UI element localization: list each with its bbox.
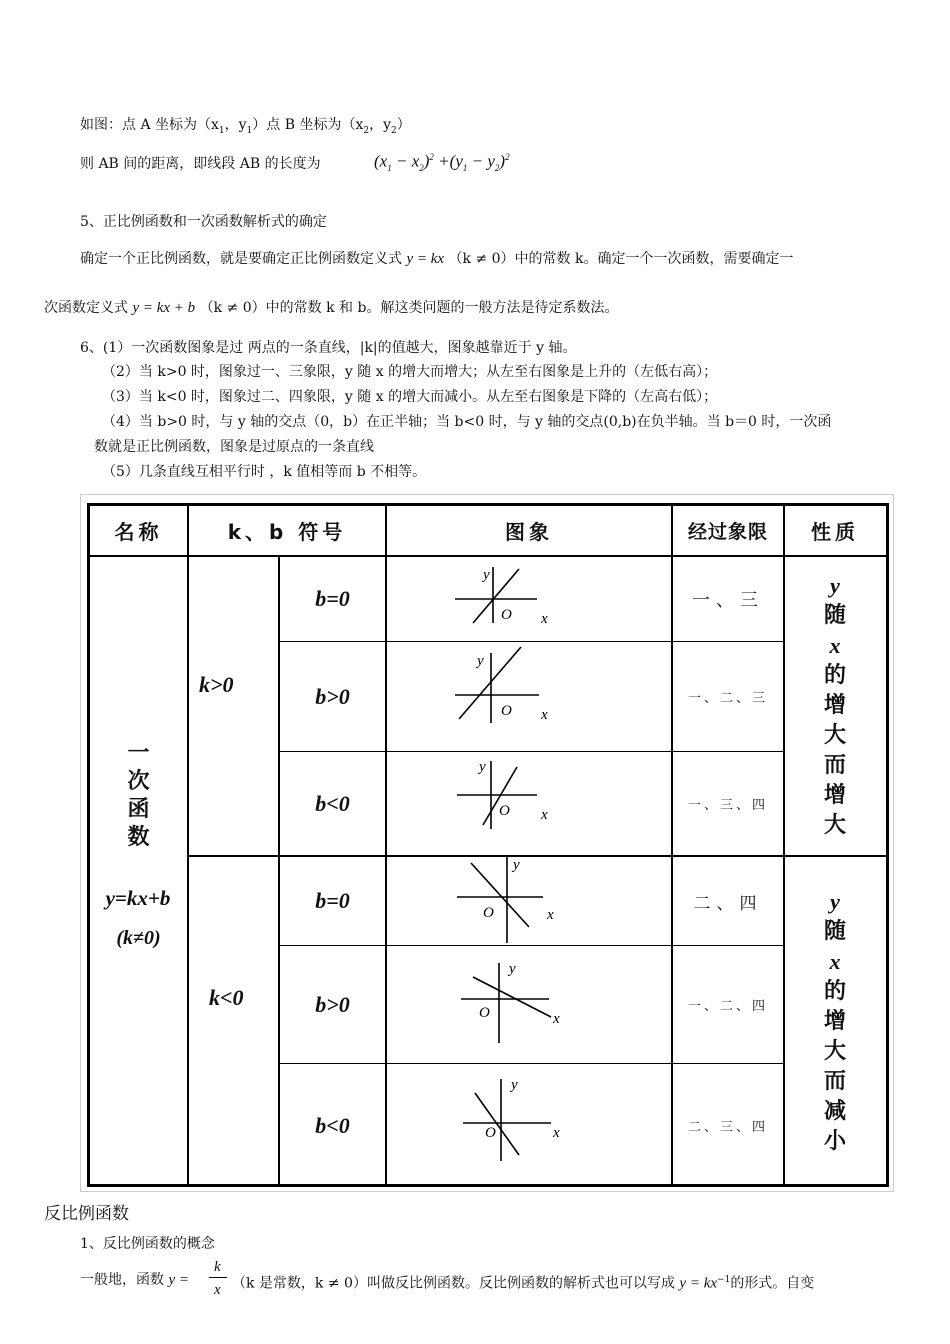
graph-column	[387, 557, 671, 1187]
axis-o-label-3: O	[499, 803, 510, 819]
inverse-title: 反比例函数	[44, 1204, 129, 1224]
fraction-bar	[209, 1277, 227, 1278]
fraction-denominator: x	[214, 1282, 221, 1298]
axis-o-label-6: O	[485, 1125, 496, 1141]
graph-bpos-kpos	[455, 647, 539, 723]
quad-cell-2: 一、二、三	[687, 691, 768, 706]
section6-line-1: 6、(1）一次函数图象是过 两点的一条直线，|k|的值越大，图象越靠近于 y 轴。	[80, 340, 577, 356]
header-kb: k、b 符号	[227, 520, 347, 544]
graph-bneg-kneg	[463, 1079, 551, 1161]
axis-x-label-4: x	[547, 907, 554, 923]
graph-bpos-kneg	[461, 963, 551, 1043]
quad-cell-6: 二、三、四	[687, 1120, 768, 1135]
section6-line-3: （3）当 k<0 时，图象过二、四象限，y 随 x 的增大而减小。从左至右图象是下降的（左高右低）；	[102, 389, 718, 405]
graph-b0-kpos	[455, 567, 537, 623]
k-positive: k>0	[199, 672, 234, 697]
fraction-numerator: k	[214, 1259, 221, 1275]
b-cell-1: b=0	[315, 586, 350, 611]
distance-formula: $(x_1 - x_2)^2 +(y_1 - y_2)^2$	[374, 151, 510, 174]
axis-o-label-2: O	[501, 703, 512, 719]
axis-y-label-3: y	[479, 759, 486, 775]
axis-o-label-4: O	[483, 905, 494, 921]
axis-x-label-1: x	[541, 611, 548, 627]
inverse-paragraph-cont: （k 是常数，k ≠ 0）叫做反比例函数。反比例函数的解析式也可以写成 $y = kx^{-1}$的形式。自变	[232, 1275, 815, 1292]
graph-bneg-kpos	[457, 761, 537, 829]
formula-label: y=kx+b	[105, 885, 171, 910]
axis-y-label-2: y	[477, 653, 484, 669]
header-graph: 图象	[505, 520, 553, 544]
property-increasing: y 随 x 的 增 大 而 增 大	[823, 573, 846, 838]
k-negative: k<0	[209, 985, 244, 1010]
name-cell: 一 次 函 数	[127, 741, 150, 850]
axis-y-label-1: y	[483, 567, 490, 583]
axis-o-label-1: O	[501, 607, 512, 623]
section5-paragraph-1: 确定一个正比例函数，就是要确定正比例函数定义式 y = kx （k ≠ 0）中的常数 k。确定一个一次函数，需要确定一	[80, 251, 794, 267]
section5-paragraph-2: 次函数定义式 y = kx + b （k ≠ 0）中的常数 k 和 b。解这类问题的一般方法是待定系数法。	[44, 300, 619, 316]
header-quadrants: 经过象限	[687, 521, 768, 543]
axis-y-label-6: y	[511, 1077, 518, 1093]
axis-o-label-5: O	[479, 1005, 490, 1021]
header-property: 性质	[811, 520, 859, 544]
quad-cell-5: 一、二、四	[687, 999, 768, 1014]
distance-text: 则 AB 间的距离，即线段 AB 的长度为	[80, 156, 321, 172]
axis-x-label-3: x	[541, 807, 548, 823]
axis-x-label-6: x	[553, 1125, 560, 1141]
linear-function-table	[80, 494, 894, 1192]
inverse-paragraph: 一般地，函数 y =	[80, 1272, 189, 1288]
inverse-subtitle: 1、反比例函数的概念	[80, 1236, 215, 1252]
section5-title: 5、正比例函数和一次函数解析式的确定	[80, 214, 327, 230]
quad-cell-4: 二、四	[693, 893, 763, 914]
b-cell-2: b>0	[315, 683, 350, 709]
axis-y-label-5: y	[509, 961, 516, 977]
quad-cell-1: 一、三	[692, 590, 764, 611]
header-name: 名称	[114, 520, 163, 544]
axis-x-label-2: x	[541, 707, 548, 723]
section6-line-4: （4）当 b>0 时，与 y 轴的交点（0，b）在正半轴；当 b<0 时，与 y 轴的交点(0,b)在负半轴。当 b＝0 时，一次函	[102, 414, 832, 430]
section6-line-2: （2）当 k>0 时，图象过一、三象限，y 随 x 的增大而增大；从左至右图象是上升的（左低右高）；	[102, 364, 718, 380]
axis-y-label-4: y	[513, 857, 520, 873]
graph-b0-kneg	[457, 857, 543, 943]
condition-label: (k≠0)	[116, 926, 161, 949]
property-decreasing: y 随 x 的 增 大 而 减 小	[823, 889, 846, 1154]
b-cell-5: b>0	[315, 991, 350, 1017]
section6-line-6: （5）几条直线互相平行时 ，k 值相等而 b 不相等。	[102, 464, 427, 480]
b-cell-4: b=0	[315, 888, 350, 913]
point-coords-line: 如图：点 A 坐标为（$x_1$，$y_1$）点 B 坐标为（$x_2$，$y_2$）	[80, 117, 411, 136]
b-cell-6: b<0	[315, 1112, 350, 1138]
section6-line-5: 数就是正比例函数，图象是过原点的一条直线	[94, 439, 374, 455]
quad-cell-3: 一、三、四	[687, 798, 768, 813]
b-cell-3: b<0	[315, 790, 350, 816]
axis-x-label-5: x	[553, 1011, 560, 1027]
